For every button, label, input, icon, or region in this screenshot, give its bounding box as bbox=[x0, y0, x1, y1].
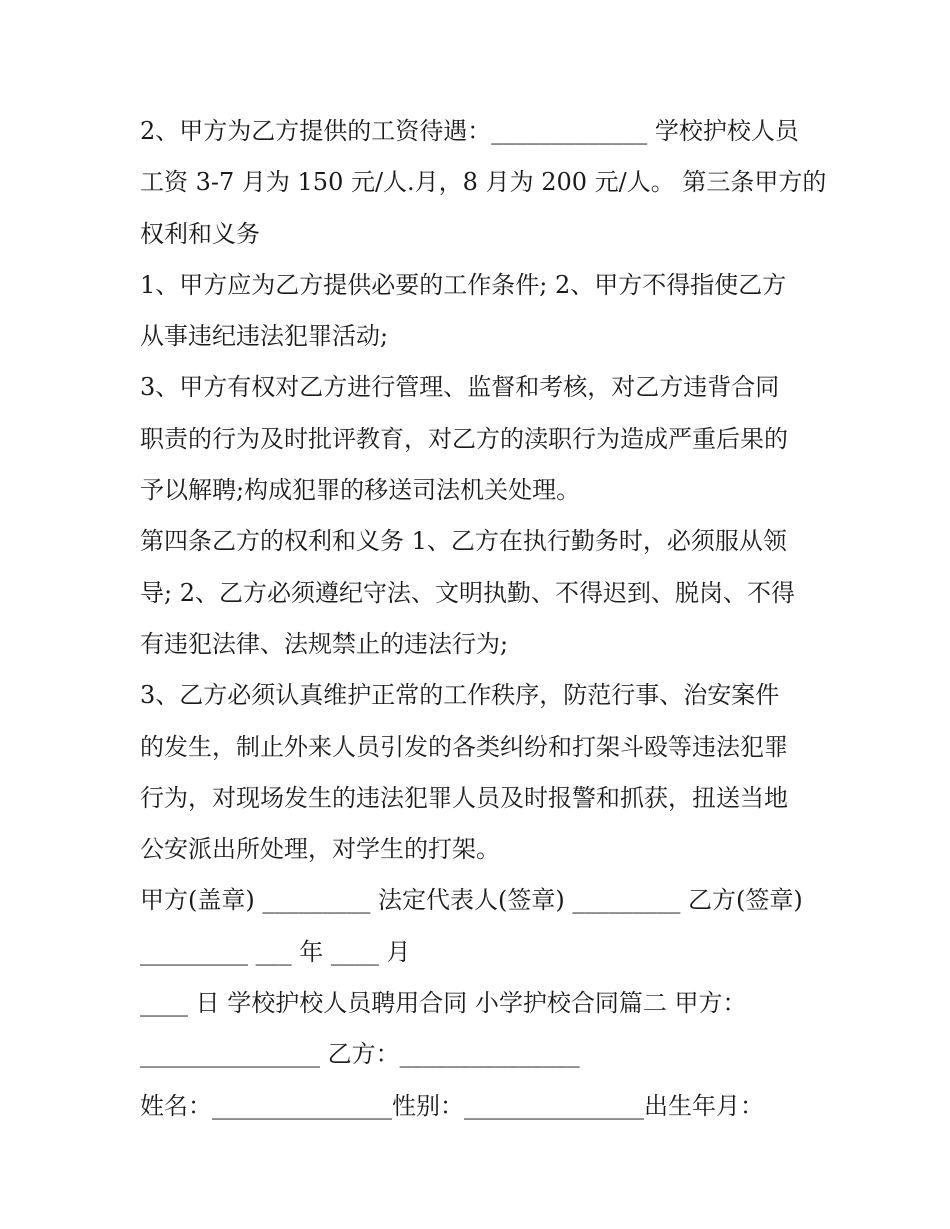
text-line: 3、乙方必须认真维护正常的工作秩序，防范行事、治安案件 bbox=[140, 681, 780, 710]
text-line: 职责的行为及时批评教育，对乙方的渎职行为造成严重后果的 bbox=[140, 424, 788, 453]
text-line: 从事违纪违法犯罪活动; bbox=[140, 322, 389, 351]
text-line: 有违犯法律、法规禁止的违法行为; bbox=[140, 629, 509, 658]
text-line: 行为，对现场发生的违法犯罪人员及时报警和抓获，扭送当地 bbox=[140, 783, 788, 812]
text-line: 的发生，制止外来人员引发的各类纠纷和打架斗殴等违法犯罪 bbox=[140, 732, 788, 761]
party-line: _______________ 乙方：_______________ bbox=[140, 1040, 580, 1069]
text-line: 权利和义务 bbox=[140, 219, 260, 248]
date-line: _________ ___ 年 ____ 月 bbox=[140, 937, 411, 966]
text-line: 3、甲方有权对乙方进行管理、监督和考核，对乙方违背合同 bbox=[140, 373, 780, 402]
text-line: 第四条乙方的权利和义务 1、乙方在执行勤务时，必须服从领 bbox=[140, 527, 787, 556]
signature-line: 甲方(盖章) _________ 法定代表人(签章) _________ 乙方(签章) bbox=[140, 886, 803, 915]
text-line: 予以解聘;构成犯罪的移送司法机关处理。 bbox=[140, 476, 581, 505]
text-line: 工资 3-7 月为 150 元/人.月，8 月为 200 元/人。 第三条甲方的 bbox=[140, 168, 827, 197]
personal-info-line: 姓名：_______________性别：_______________出生年月： bbox=[140, 1091, 764, 1120]
text-line: 导; 2、乙方必须遵纪守法、文明执勤、不得迟到、脱岗、不得 bbox=[140, 578, 795, 607]
document-body bbox=[140, 106, 827, 1132]
text-line: 2、甲方为乙方提供的工资待遇：_____________ 学校护校人员 bbox=[140, 117, 799, 145]
text-line: 1、甲方应为乙方提供必要的工作条件; 2、甲方不得指使乙方 bbox=[140, 270, 787, 299]
text-line: ____ 日 学校护校人员聘用合同 小学护校合同篇二 甲方： bbox=[140, 989, 747, 1018]
text-line: 公安派出所处理，对学生的打架。 bbox=[140, 835, 500, 864]
